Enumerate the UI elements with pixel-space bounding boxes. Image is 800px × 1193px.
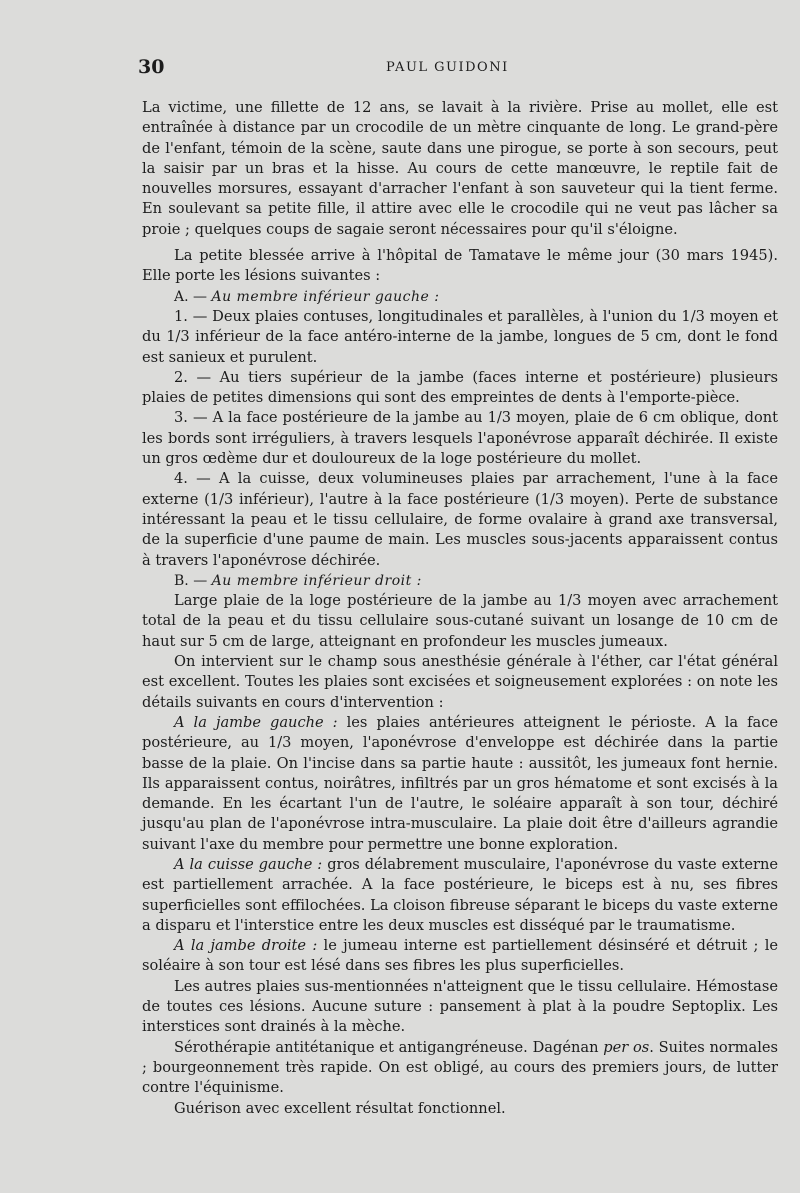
paragraph-serotherapy xyxy=(142,1038,778,1099)
paragraph-case-story: La victime, une fillette de 12 ans, se lavait à la rivière. Prise au mollet, elle est entraînée à distance par un crocodile de un mètre cinquante de long. Le grand-père de l'enfant, témoin de la scène, saute dans une pirogue, se porte à son secours, peut la saisir par un bras et la hisse. Au cours de cette manœuvre, le reptile fait de nouvelles morsures, essayant d'arracher l'enfant à son sauveteur qui la tient ferme. En soulevant sa petite fille, il attire avec elle le crocodile qui ne veut pas lâcher sa proie ; quelques coups de sagaie seront nécessaires pour qu'il s'éloigne. xyxy=(142,99,778,238)
left-thigh-text: gros délabrement musculaire, l'aponévrose du vaste externe est partiellement arrachée. A la face postérieure, le biceps est à nu, ses fibres superficielles sont effilochées. La cloison fibreuse séparant le biceps du vaste externe a disparu et l'interstice entre les deux muscles est disséqué par le traumatisme. xyxy=(142,855,778,934)
section-a-label: Au membre inférieur gauche : xyxy=(211,288,440,305)
page-number: 30 xyxy=(138,56,165,78)
left-leg-label: A la jambe gauche : xyxy=(174,713,338,731)
paragraph-right-leg xyxy=(142,936,778,977)
section-heading-b xyxy=(142,571,778,591)
running-head: PAUL GUIDONI xyxy=(386,60,509,75)
paragraph-intervention: On intervient sur le champ sous anesthésie générale à l'éther, car l'état général est excellent. Toutes les plaies sont excisées et soigneusement explorées : on note les détails suivants en cours d'intervention : xyxy=(142,653,778,711)
paragraph-left-leg xyxy=(142,713,778,855)
right-leg-text: le jumeau interne est partiellement désinséré et détruit ; le soléaire à son tour est lésé dans ses fibres les plus superficielles. xyxy=(142,937,779,975)
lesion-item-4: 4. — A la cuisse, deux volumineuses plaies par arrachement, l'une à la face externe (1/3 inférieur), l'autre à la face postérieure (1/3 moyen). Perte de substance intéressant la peau et le tissu cellulaire, de forme ovalaire à grand axe transversal, de la superficie d'une paume de main. Les muscles sous-jacents apparaissent contus à travers l'aponévrose déchirée. xyxy=(142,470,778,569)
paragraph-hospital-arrival: La petite blessée arrive à l'hôpital de Tamatave le même jour (30 mars 1945). Elle porte les lésions suivantes : xyxy=(142,247,778,285)
serotherapy-text-a: Sérothérapie antitétanique et antigangréneuse. Dagénan xyxy=(174,1038,604,1056)
lesion-item-3: 3. — A la face postérieure de la jambe au 1/3 moyen, plaie de 6 cm oblique, dont les bords sont irréguliers, à travers lesquels l'aponévrose apparaît déchirée. Il existe un gros œdème dur et douloureux de la loge postérieure du mollet. xyxy=(142,409,778,468)
paragraph-outcome: Guérison avec excellent résultat fonctionnel. xyxy=(174,1099,506,1117)
lesion-item-2: 2. — Au tiers supérieur de la jambe (faces interne et postérieure) plusieurs plaies de petites dimensions qui sont des empreintes de dents à l'emporte-pièce. xyxy=(142,368,778,407)
section-heading-a xyxy=(142,287,778,307)
page-header xyxy=(138,56,778,80)
lesion-item-1: 1. — Deux plaies contuses, longitudinales et parallèles, à l'union du 1/3 moyen et du 1/3 inférieur de la face antéro-interne de la jambe, longues de 5 cm, dont le fond est sanieux et purulent. xyxy=(142,307,778,366)
paragraph-left-thigh xyxy=(142,855,778,936)
right-leg-label: A la jambe droite : xyxy=(174,937,318,955)
left-thigh-label: A la cuisse gauche : xyxy=(174,855,323,873)
article-body xyxy=(142,98,778,1119)
serotherapy-text-b: . Suites normales ; bourgeonnement très rapide. On est obligé, au cours des premiers jours, de lutter contre l'équinisme. xyxy=(142,1038,779,1097)
section-b-letter: B. — xyxy=(174,572,208,589)
lesion-right-leg: Large plaie de la loge postérieure de la jambe au 1/3 moyen avec arrachement total de la peau et du tissu cellulaire sous-cutané suivant un losange de 10 cm de haut sur 5 cm de large, atteignant en profondeur les muscles jumeaux. xyxy=(142,592,778,650)
serotherapy-per-os: per os xyxy=(603,1038,650,1056)
section-a-letter: A. — xyxy=(174,288,208,305)
left-leg-text: les plaies antérieures atteignent le périoste. A la face postérieure, au 1/3 moyen, l'aponévrose d'enveloppe est déchirée dans la partie basse de la plaie. On l'incise dans sa partie haute : aussitôt, les jumeaux font hernie. Ils apparaissent contus, noirâtres, infiltrés par un gros hématome et sont excisés à la demande. En les écartant l'un de l'autre, le soléaire apparaît à son tour, déchiré jusqu'au plan de l'aponévrose intra-musculaire. La plaie doit être d'ailleurs agrandie suivant l'axe du membre pour permettre une bonne exploration. xyxy=(142,713,779,853)
section-b-label: Au membre inférieur droit : xyxy=(211,572,422,589)
paragraph-other-wounds: Les autres plaies sus-mentionnées n'atteignent que le tissu cellulaire. Hémostase de toutes ces lésions. Aucune suture : pansement à plat à la poudre Septoplix. Les interstices sont drainés à la mèche. xyxy=(142,977,778,1036)
